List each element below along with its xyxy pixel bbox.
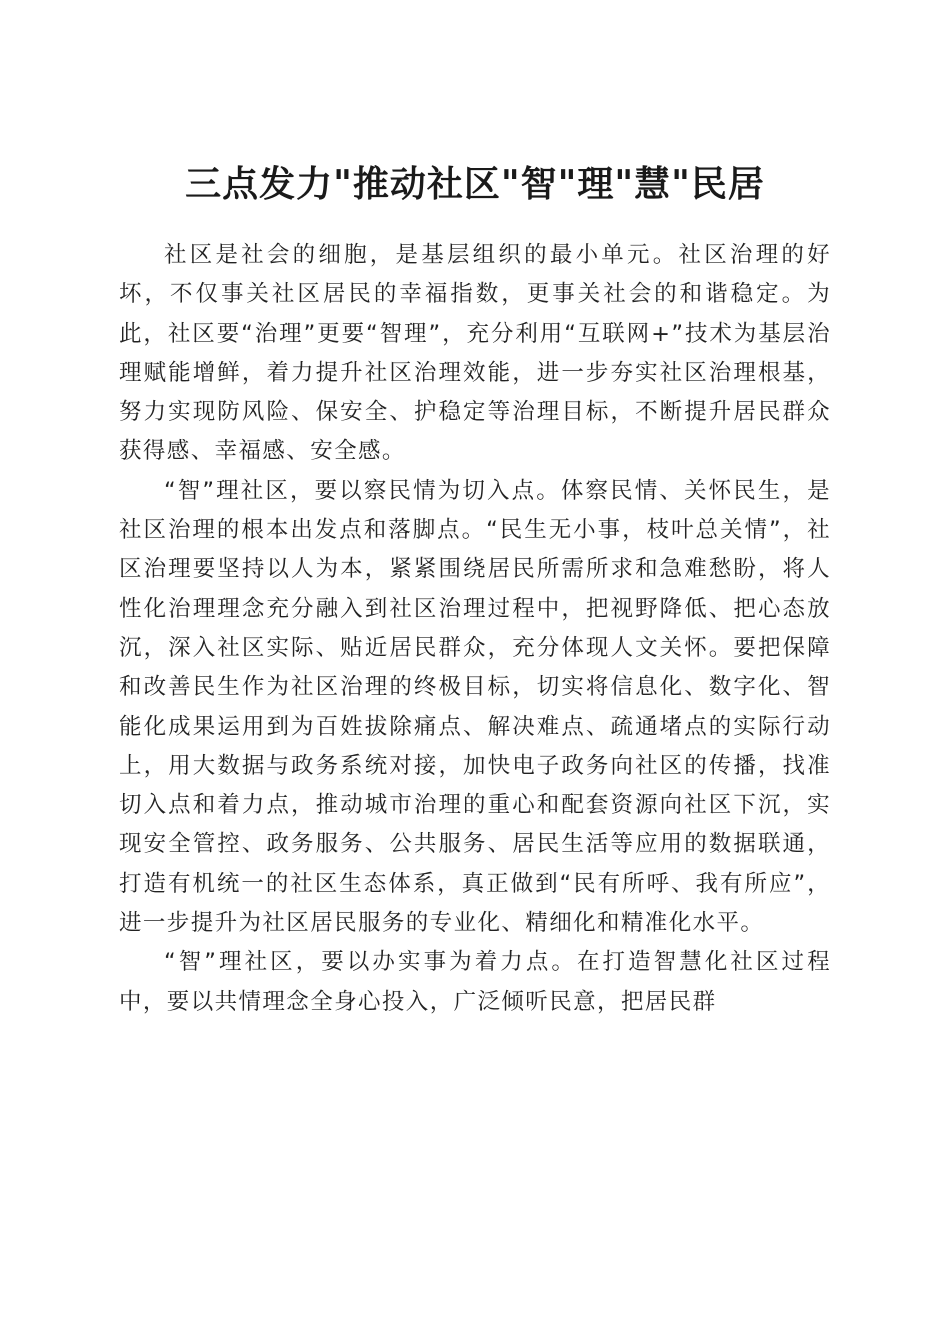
article-body xyxy=(119,236,831,1022)
page-title: 三点发力"推动社区"智"理"慧"民居 xyxy=(185,163,765,206)
paragraph-intro: 社区是社会的细胞，是基层组织的最小单元。社区治理的好坏，不仅事关社区居民的幸福指数，更事关社会的和谐稳定。为此，社区要“治理”更要“智理”，充分利用“互联网+”技术为基层治理赋能增鲜，着力提升社区治理效能，进一步夯实社区治理根基，努力实现防风险、保安全、护稳定等治理目标，不断提升居民群众获得感、幸福感、安全感。 xyxy=(119,242,831,465)
paragraph-practical-matters: “智”理社区，要以办实事为着力点。在打造智慧化社区过程中，要以共情理念全身心投入，广泛倾听民意，把居民群 xyxy=(119,949,831,1015)
paragraph-people-conditions: “智”理社区，要以察民情为切入点。体察民情、关怀民生，是社区治理的根本出发点和落脚点。“民生无小事，枝叶总关情”，社区治理要坚持以人为本，紧紧围绕居民所需所求和急难愁盼，将人性化治理理念充分融入到社区治理过程中，把视野降低、把心态放沉，深入社区实际、贴近居民群众，充分体现人文关怀。要把保障和改善民生作为社区治理的终极目标，切实将信息化、数字化、智能化成果运用到为百姓拔除痛点、解决难点、疏通堵点的实际行动上，用大数据与政务系统对接，加快电子政务向社区的传播，找准切入点和着力点，推动城市治理的重心和配套资源向社区下沉，实现安全管控、政务服务、公共服务、居民生活等应用的数据联通，打造有机统一的社区生态体系，真正做到“民有所呼、我有所应”，进一步提升为社区居民服务的专业化、精细化和精准化水平。 xyxy=(119,477,831,937)
